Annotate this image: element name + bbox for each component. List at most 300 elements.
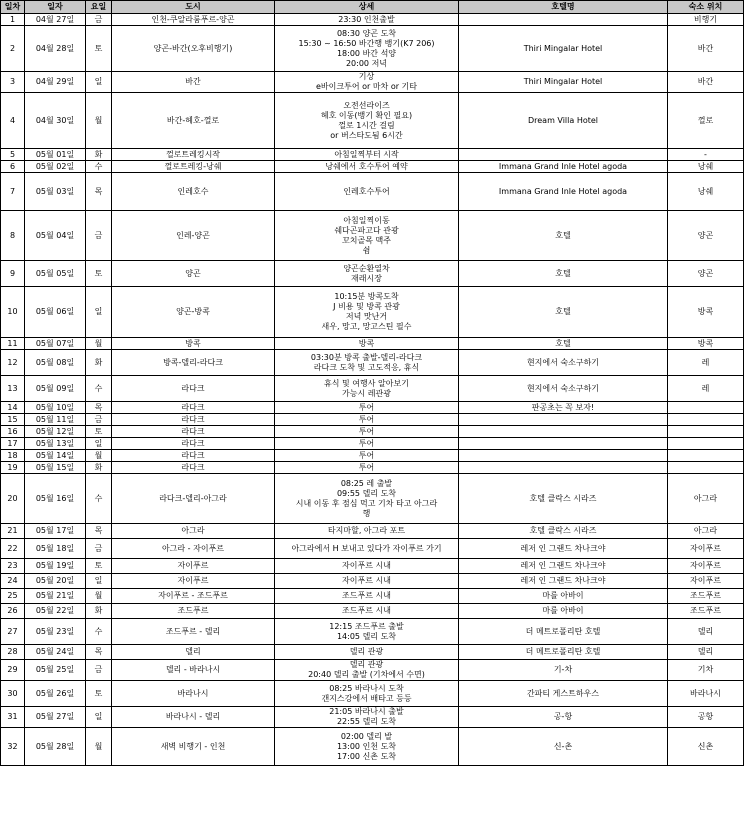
cell-location: 바라나시 [668,681,744,707]
cell-hotel: 간파티 게스트하우스 [459,681,668,707]
header-location: 숙소 위치 [668,1,744,14]
table-row [1,93,744,149]
cell-location: 바간 [668,72,744,93]
detail-line: 투어 [358,450,375,460]
table-row [1,14,744,26]
cell-location: 자이푸르 [668,559,744,574]
cell-weekday: 금 [86,414,112,426]
detail-line: 22:55 델리 도착 [336,717,397,726]
cell-weekday: 토 [86,681,112,707]
cell-city: 델리 [112,645,275,660]
cell-location: 양곤 [668,211,744,261]
cell-hotel: 호텔 클락스 시라즈 [459,474,668,524]
table-row [1,26,744,72]
detail-line: 껄로 1시간 걸림 [338,120,395,130]
cell-weekday: 금 [86,660,112,681]
cell-day: 22 [1,539,25,559]
cell-detail [275,14,459,26]
cell-location [668,426,744,438]
cell-date: 05월 14일 [25,450,86,462]
cell-city: 조드푸르 - 델리 [112,619,275,645]
cell-weekday: 목 [86,173,112,211]
cell-detail [275,173,459,211]
cell-hotel: 레저 인 그랜드 차나크야 [459,574,668,589]
cell-day: 30 [1,681,25,707]
cell-location: 껄로 [668,93,744,149]
cell-city: 방콕-델리-라다크 [112,350,275,376]
cell-day: 13 [1,376,25,402]
cell-location [668,402,744,414]
header-hotel: 호텔명 [459,1,668,14]
detail-line: 투어 [358,462,375,472]
detail-line: 행 [362,508,371,518]
cell-hotel: Thiri Mingalar Hotel [459,26,668,72]
table-row [1,161,744,173]
table-row [1,173,744,211]
cell-city: 자이푸르 [112,574,275,589]
cell-location: - [668,149,744,161]
table-row [1,539,744,559]
cell-location: 조드푸르 [668,589,744,604]
cell-detail [275,450,459,462]
cell-day: 14 [1,402,25,414]
cell-detail [275,261,459,287]
cell-day: 9 [1,261,25,287]
cell-hotel: 마를 아바이 [459,604,668,619]
table-row [1,660,744,681]
cell-weekday: 일 [86,574,112,589]
cell-hotel [459,438,668,450]
detail-line: 21:05 바라나시 출발 [329,707,404,716]
table-row [1,72,744,93]
cell-day: 23 [1,559,25,574]
cell-hotel: 레저 인 그랜드 차나크야 [459,539,668,559]
cell-city: 델리 - 바라나시 [112,660,275,681]
table-row [1,414,744,426]
cell-weekday: 토 [86,426,112,438]
table-row [1,426,744,438]
cell-day: 19 [1,462,25,474]
cell-day: 21 [1,524,25,539]
detail-line: 라다크 도착 및 고도적응, 휴식 [313,362,420,372]
cell-city: 바라나시 - 델리 [112,707,275,728]
detail-line: 가능시 레관광 [342,388,391,398]
cell-weekday: 토 [86,261,112,287]
cell-hotel: Immana Grand Inle Hotel agoda [459,173,668,211]
cell-city: 양곤-바간(오후비행기) [112,26,275,72]
cell-day: 2 [1,26,25,72]
detail-line: 조드푸르 시내 [342,591,391,600]
cell-day: 11 [1,338,25,350]
cell-hotel [459,462,668,474]
cell-location: 양곤 [668,261,744,287]
detail-line: 20:40 델리 출발 (기차에서 수면) [308,670,425,679]
cell-location: 비행기 [668,14,744,26]
cell-day: 28 [1,645,25,660]
cell-weekday: 월 [86,93,112,149]
cell-date: 05월 15일 [25,462,86,474]
cell-location: 델리 [668,619,744,645]
table-row [1,376,744,402]
cell-day: 5 [1,149,25,161]
detail-line: 09:55 델리 도착 [336,488,397,498]
cell-hotel: 마를 아바이 [459,589,668,604]
cell-weekday: 금 [86,539,112,559]
cell-day: 32 [1,728,25,766]
detail-line: 12:15 조드푸르 출발 [329,621,404,631]
detail-line: 조드푸르 시내 [342,606,391,615]
cell-weekday: 월 [86,589,112,604]
cell-city: 라다크 [112,402,275,414]
cell-detail [275,559,459,574]
detail-line: 03:30분 방콕 출발-델리-라다크 [310,352,423,362]
table-row [1,728,744,766]
cell-day: 27 [1,619,25,645]
cell-detail [275,338,459,350]
cell-weekday: 목 [86,402,112,414]
detail-line: 꼬치골목 맥주 [342,235,391,245]
detail-line: 양곤순환열차 [343,263,390,273]
cell-weekday: 월 [86,450,112,462]
cell-hotel [459,414,668,426]
cell-city: 인천-쿠알라룸푸르-양곤 [112,14,275,26]
cell-city: 껄로트레킹시작 [112,149,275,161]
cell-location [668,450,744,462]
cell-date: 05월 21일 [25,589,86,604]
cell-city: 라다크 [112,438,275,450]
cell-detail [275,93,459,149]
detail-line: 투어 [358,426,375,436]
cell-city: 아그라 [112,524,275,539]
cell-date: 05월 08일 [25,350,86,376]
cell-weekday: 일 [86,707,112,728]
table-row [1,604,744,619]
cell-day: 24 [1,574,25,589]
cell-date: 05월 13일 [25,438,86,450]
table-row [1,438,744,450]
cell-weekday: 월 [86,728,112,766]
detail-line: J 비용 및 방콕 관광 [333,302,400,311]
cell-day: 6 [1,161,25,173]
detail-line: 02:00 델리 발 [340,731,393,741]
cell-date: 05월 22일 [25,604,86,619]
cell-day: 25 [1,589,25,604]
table-row [1,211,744,261]
table-row [1,574,744,589]
cell-city: 라다크 [112,462,275,474]
cell-date: 05월 28일 [25,728,86,766]
detail-line: 자이푸르 시내 [342,576,391,585]
cell-weekday: 화 [86,604,112,619]
cell-hotel: 호텔 [459,261,668,287]
table-row [1,338,744,350]
cell-detail [275,402,459,414]
cell-day: 3 [1,72,25,93]
cell-day: 20 [1,474,25,524]
cell-hotel: 현지에서 숙소구하기 [459,376,668,402]
table-row [1,450,744,462]
cell-date: 04월 28일 [25,26,86,72]
cell-detail [275,660,459,681]
cell-city: 조드푸르 [112,604,275,619]
cell-day: 15 [1,414,25,426]
table-row [1,402,744,414]
cell-day: 31 [1,707,25,728]
cell-weekday: 월 [86,338,112,350]
table-row [1,524,744,539]
cell-detail [275,539,459,559]
detail-line: 저녁 맛난거 [345,312,388,321]
table-row [1,645,744,660]
cell-detail [275,574,459,589]
detail-line: 아침일찍이동 [343,215,390,225]
cell-hotel: 호텔 [459,287,668,338]
cell-date: 05월 03일 [25,173,86,211]
cell-city: 라다크-델리-아그라 [112,474,275,524]
cell-location: 공항 [668,707,744,728]
cell-location: 레 [668,376,744,402]
cell-weekday: 일 [86,287,112,338]
detail-line: 델리 관광 [349,660,384,669]
table-row [1,261,744,287]
detail-line: 08:25 레 출발 [340,478,393,488]
table-row [1,559,744,574]
cell-city: 껄로트레킹-낭쉐 [112,161,275,173]
cell-weekday: 수 [86,474,112,524]
cell-city: 자이푸르 - 조드푸르 [112,589,275,604]
cell-date: 05월 16일 [25,474,86,524]
header-city: 도시 [112,1,275,14]
cell-hotel: 현지에서 숙소구하기 [459,350,668,376]
cell-date: 05월 20일 [25,574,86,589]
cell-city: 라다크 [112,450,275,462]
cell-date: 05월 04일 [25,211,86,261]
cell-detail [275,645,459,660]
cell-detail [275,287,459,338]
detail-line: 쉼 [362,245,371,255]
cell-hotel [459,149,668,161]
cell-date: 05월 06일 [25,287,86,338]
cell-hotel: 호텔 클락스 시라즈 [459,524,668,539]
cell-day: 10 [1,287,25,338]
cell-day: 16 [1,426,25,438]
cell-location: 아그라 [668,524,744,539]
detail-line: 델리 관광 [349,647,384,656]
cell-detail [275,426,459,438]
cell-location: 낭쉐 [668,161,744,173]
cell-date: 04월 29일 [25,72,86,93]
cell-city: 라다크 [112,426,275,438]
detail-line: 휴식 및 여행사 알아보기 [324,378,409,388]
cell-hotel [459,450,668,462]
cell-hotel: Thiri Mingalar Hotel [459,72,668,93]
detail-line: 기상 [358,72,375,81]
cell-location: 델리 [668,645,744,660]
cell-weekday: 토 [86,559,112,574]
detail-line: 방콕 [358,338,375,348]
cell-day: 26 [1,604,25,619]
cell-date: 05월 19일 [25,559,86,574]
cell-detail [275,438,459,450]
header-day: 일차 [1,1,25,14]
cell-detail [275,414,459,426]
cell-city: 새벽 비행기 - 인천 [112,728,275,766]
detail-line: 낭쉐에서 호수투어 예약 [325,161,408,171]
cell-location: 방콕 [668,287,744,338]
cell-location: 방콕 [668,338,744,350]
cell-weekday: 화 [86,149,112,161]
header-row [1,1,744,14]
cell-weekday: 화 [86,462,112,474]
detail-line: 새우, 망고, 망고스틴 필수 [321,322,412,331]
cell-detail [275,474,459,524]
cell-date: 05월 09일 [25,376,86,402]
cell-location [668,438,744,450]
cell-date: 05월 05일 [25,261,86,287]
cell-detail [275,161,459,173]
cell-date: 05월 07일 [25,338,86,350]
cell-city: 자이푸르 [112,559,275,574]
cell-location: 레 [668,350,744,376]
cell-hotel [459,426,668,438]
detail-line: 재래시장 [351,273,382,283]
cell-day: 18 [1,450,25,462]
table-row [1,462,744,474]
cell-detail [275,707,459,728]
cell-hotel: 기-차 [459,660,668,681]
cell-weekday: 수 [86,161,112,173]
cell-detail [275,350,459,376]
cell-city: 방콕 [112,338,275,350]
cell-day: 1 [1,14,25,26]
cell-day: 12 [1,350,25,376]
cell-hotel: 호텔 [459,211,668,261]
cell-date: 05월 10일 [25,402,86,414]
detail-line: 갠지스강에서 배타고 등등 [321,693,412,703]
cell-hotel: Immana Grand Inle Hotel agoda [459,161,668,173]
table-row [1,589,744,604]
header-weekday: 요일 [86,1,112,14]
cell-date: 05월 01일 [25,149,86,161]
detail-line: 10:15분 방콕도착 [334,292,399,301]
cell-location: 신촌 [668,728,744,766]
cell-date: 05월 24일 [25,645,86,660]
cell-date: 05월 18일 [25,539,86,559]
detail-line: 투어 [358,402,375,412]
detail-line: 08:30 양곤 도착 [336,28,397,38]
detail-line: 15:30 ~ 16:50 바간행 뱅기(K7 206) [298,38,435,48]
cell-weekday: 수 [86,376,112,402]
cell-city: 양곤-방콕 [112,287,275,338]
table-row [1,619,744,645]
cell-detail [275,376,459,402]
cell-day: 17 [1,438,25,450]
cell-weekday: 일 [86,438,112,450]
cell-date: 05월 23일 [25,619,86,645]
detail-line: 자이푸르 시내 [342,561,391,570]
table-row [1,474,744,524]
detail-line: 시내 이동 후 점심 먹고 기차 타고 아그라 [295,498,438,508]
detail-line: 20:00 저녁 [345,58,388,68]
cell-hotel: 신-촌 [459,728,668,766]
cell-location: 조드푸르 [668,604,744,619]
detail-line: 헤호 이동(뱅기 확인 필요) [320,110,413,120]
cell-city: 바간 [112,72,275,93]
cell-detail [275,211,459,261]
cell-weekday: 수 [86,619,112,645]
cell-detail [275,589,459,604]
detail-line: 투어 [358,414,375,424]
cell-location: 낭쉐 [668,173,744,211]
cell-location: 아그라 [668,474,744,524]
cell-city: 인레-양곤 [112,211,275,261]
cell-detail [275,26,459,72]
cell-weekday: 일 [86,72,112,93]
cell-day: 4 [1,93,25,149]
table-row [1,350,744,376]
detail-line: 23:30 인천출발 [338,14,395,24]
cell-date: 04월 30일 [25,93,86,149]
cell-city: 라다크 [112,414,275,426]
cell-location: 자이푸르 [668,574,744,589]
cell-weekday: 목 [86,524,112,539]
detail-line: 13:00 인천 도착 [336,741,397,751]
cell-detail [275,728,459,766]
detail-line: 17:00 신촌 도착 [336,751,397,761]
cell-location [668,414,744,426]
cell-detail [275,149,459,161]
cell-date: 05월 26일 [25,681,86,707]
cell-city: 바라나시 [112,681,275,707]
cell-hotel: 레저 인 그랜드 차나크야 [459,559,668,574]
cell-city: 인레호수 [112,173,275,211]
cell-hotel: 더 메트로폴리탄 호텔 [459,619,668,645]
cell-date: 05월 02일 [25,161,86,173]
header-date: 일자 [25,1,86,14]
cell-city: 양곤 [112,261,275,287]
cell-hotel: 더 메트로폴리탄 호텔 [459,645,668,660]
cell-date: 05월 25일 [25,660,86,681]
cell-weekday: 금 [86,14,112,26]
detail-line: 타지마할, 아그라 포트 [327,526,406,535]
header-detail: 상세 [275,1,459,14]
detail-line: 오전선라이즈 [343,100,390,110]
cell-hotel: Dream Villa Hotel [459,93,668,149]
cell-city: 라다크 [112,376,275,402]
cell-city: 아그라 - 자이푸르 [112,539,275,559]
cell-city: 바간-헤호-껄로 [112,93,275,149]
cell-day: 8 [1,211,25,261]
detail-line: e바이크투어 or 마차 or 기타 [315,82,417,91]
detail-line: 18:00 바간 석양 [336,48,397,58]
table-row [1,149,744,161]
detail-line: 투어 [358,438,375,448]
table-row [1,287,744,338]
cell-detail [275,462,459,474]
detail-line: 08:25 바라나시 도착 [329,683,404,693]
cell-hotel: 공-항 [459,707,668,728]
cell-detail [275,681,459,707]
cell-location: 자이푸르 [668,539,744,559]
detail-line: or 버스타도됨 6시간 [330,130,403,140]
cell-day: 7 [1,173,25,211]
cell-detail [275,72,459,93]
cell-hotel: 호텔 [459,338,668,350]
cell-detail [275,619,459,645]
cell-weekday: 금 [86,211,112,261]
cell-location: 기차 [668,660,744,681]
cell-date: 05월 17일 [25,524,86,539]
